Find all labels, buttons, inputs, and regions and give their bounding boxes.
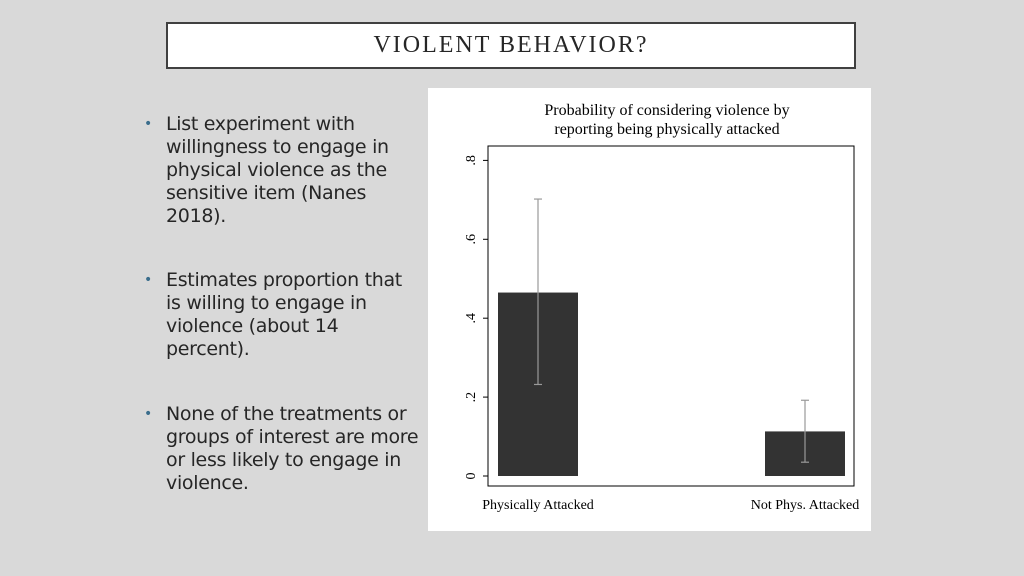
bullet-text: None of the treatments or groups of interest are more or less likely to engage in violence. (166, 403, 419, 494)
y-tick-label: .2 (464, 391, 479, 403)
bullet-text: List experiment with willingness to engage in physical violence as the sensitive item (Nanes 2018). (166, 113, 389, 227)
bullet-item (144, 269, 419, 361)
y-tick-label: .4 (464, 312, 479, 324)
y-tick-label: .8 (464, 155, 479, 166)
slide-title: VIOLENT BEHAVIOR? (373, 32, 649, 58)
slide-title-box (166, 22, 856, 69)
y-axis (464, 155, 488, 479)
y-tick-label: .6 (464, 234, 479, 245)
y-tick-label: 0 (464, 472, 479, 480)
bullet-icon: • (144, 272, 153, 288)
bars-group (498, 199, 845, 476)
bullet-item (144, 403, 419, 495)
bullet-text: Estimates proportion that is willing to engage in violence (about 14 percent). (166, 269, 402, 360)
bullet-icon: • (144, 406, 153, 422)
chart-title-line-2: reporting being physically attacked (554, 121, 780, 138)
bullet-icon: • (144, 116, 153, 132)
bar-chart (428, 88, 871, 531)
x-axis-labels (482, 498, 859, 513)
x-tick-label: Physically Attacked (482, 498, 594, 513)
chart-title-line-1: Probability of considering violence by (544, 102, 790, 119)
x-tick-label: Not Phys. Attacked (750, 498, 860, 513)
chart-panel (428, 88, 871, 531)
bullet-item (144, 113, 419, 228)
